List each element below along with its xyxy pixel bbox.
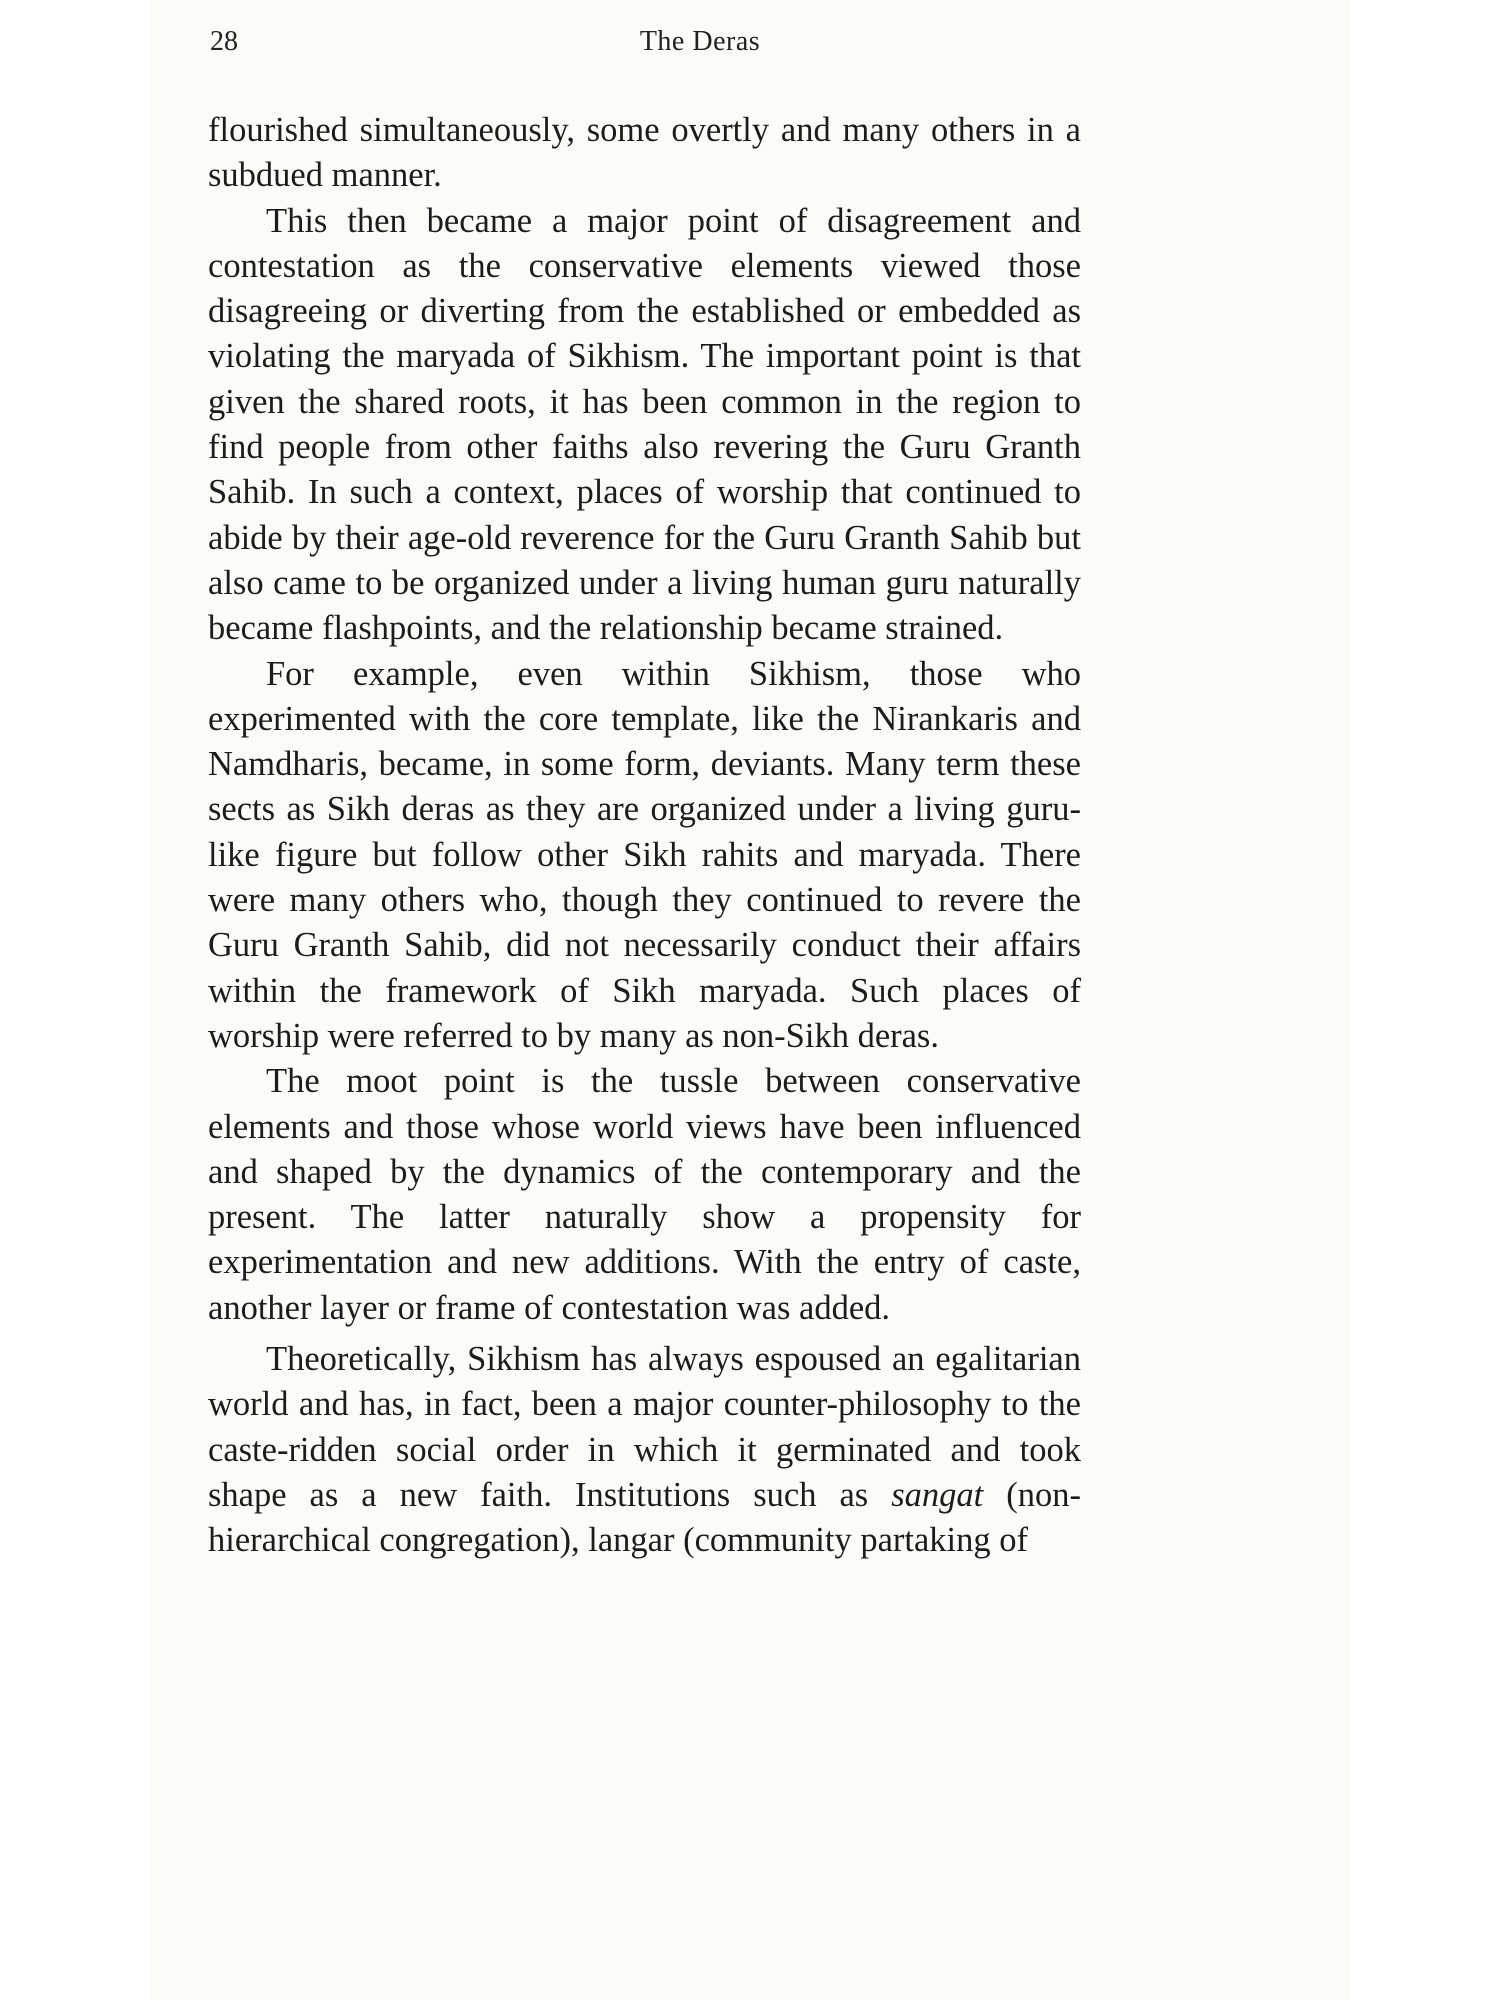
body-text xyxy=(208,108,1081,1564)
paragraph-continued: flourished simultaneously, some overtly and many others in a subdued manner. xyxy=(208,111,1081,195)
page-number: 28 xyxy=(210,26,238,57)
book-page xyxy=(150,0,1350,2000)
italic-term: sangat xyxy=(891,1475,984,1514)
page-header xyxy=(210,26,1190,66)
paragraph-text: Theoretically, Sikhism has always espoused an egalitarian world and has, in fact, been a major counter-philosophy to the caste-ridden social order in which it germinated and took shape as a new faith. Institutions such as xyxy=(208,1340,1081,1514)
running-head: The Deras xyxy=(639,26,761,57)
paragraph xyxy=(208,1337,1081,1563)
paragraph: The moot point is the tussle between conservative elements and those whose world views have been influenced and shaped by the dynamics of the contemporary and the present. The latter naturally show a propensity for experimentation and new additions. With the entry of caste, another layer or frame of contestation was added. xyxy=(208,1062,1081,1327)
paragraph: For example, even within Sikhism, those who experimented with the core template, like the Nirankaris and Namdharis, became, in some form, deviants. Many term these sects as Sikh deras as they are organized under a living guru-like figure but follow other Sikh rahits and maryada. There were many others who, though they continued to revere the Guru Granth Sahib, did not necessarily conduct their affairs within the framework of Sikh maryada. Such places of worship were referred to by many as non-Sikh deras. xyxy=(208,654,1081,1055)
paragraph-text: (non-hierarchical congregation), langar (community partaking of xyxy=(208,1475,1082,1560)
paragraph: This then became a major point of disagreement and contestation as the conservative elements viewed those disagreeing or diverting from the established or embedded as violating the maryada of Sikhism. The important point is that given the shared roots, it has been common in the region to find people from other faiths also revering the Guru Granth Sahib. In such a context, places of worship that continued to abide by their age-old reverence for the Guru Granth Sahib but also came to be organized under a living human guru naturally became flashpoints, and the relationship became strained. xyxy=(208,201,1081,648)
